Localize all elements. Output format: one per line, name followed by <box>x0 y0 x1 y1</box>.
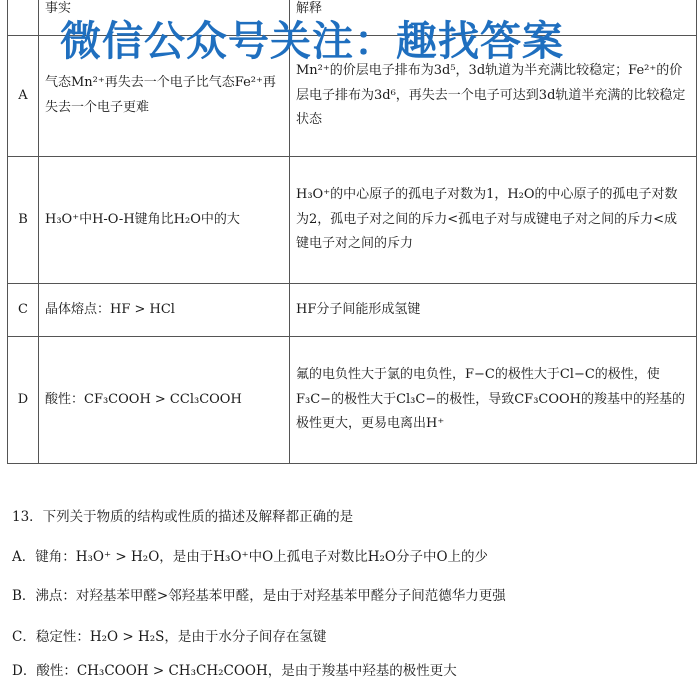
header-explanation: 解释 <box>290 0 697 36</box>
header-blank-cell <box>8 0 39 36</box>
explanation-cell: Mn²⁺的价层电子排布为3d⁵，3d轨道为半充满比较稳定；Fe²⁺的价层电子排布为3d⁶，再失去一个电子可达到3d轨道半充满的比较稳定状态 <box>290 36 697 157</box>
option-d: D．酸性：CH₃COOH > CH₃CH₂COOH，是由于羧基中羟基的极性更大 <box>12 663 457 679</box>
fact-cell: H₃O⁺中H-O-H键角比H₂O中的大 <box>39 157 290 284</box>
explanation-cell: HF分子间能形成氢键 <box>290 284 697 337</box>
option-c: C．稳定性：H₂O > H₂S，是由于水分子间存在氢键 <box>12 629 327 645</box>
table-row <box>8 157 697 284</box>
fact-cell: 酸性：CF₃COOH > CCl₃COOH <box>39 337 290 464</box>
row-label: C <box>8 284 39 337</box>
table-row <box>8 337 697 464</box>
explanation-cell: 氟的电负性大于氯的电负性，F−C的极性大于Cl−C的极性，使F₃C−的极性大于Cl₃C−的极性，导致CF₃COOH的羧基中的羟基的极性更大，更易电离出H⁺ <box>290 337 697 464</box>
fact-cell: 晶体熔点：HF > HCl <box>39 284 290 337</box>
row-label: A <box>8 36 39 157</box>
explanation-cell: H₃O⁺的中心原子的孤电子对数为1，H₂O的中心原子的孤电子对数为2，孤电子对之间的斥力<孤电子对与成键电子对之间的斥力<成键电子对之间的斥力 <box>290 157 697 284</box>
fact-explanation-table <box>7 0 697 464</box>
watermark-text: 微信公众号关注：趣找答案 <box>60 17 564 65</box>
row-label: D <box>8 337 39 464</box>
option-a: A．键角：H₃O⁺ > H₂O，是由于H₃O⁺中O上孤电子对数比H₂O分子中O上的少 <box>12 549 489 565</box>
fact-cell: 气态Mn²⁺再失去一个电子比气态Fe²⁺再失去一个电子更难 <box>39 36 290 157</box>
header-fact: 事实 <box>39 0 290 36</box>
row-label: B <box>8 157 39 284</box>
option-b: B．沸点：对羟基苯甲醛>邻羟基苯甲醛，是由于对羟基苯甲醛分子间范德华力更强 <box>12 588 506 604</box>
table-row <box>8 284 697 337</box>
question-stem: 13．下列关于物质的结构或性质的描述及解释都正确的是 <box>12 509 354 525</box>
